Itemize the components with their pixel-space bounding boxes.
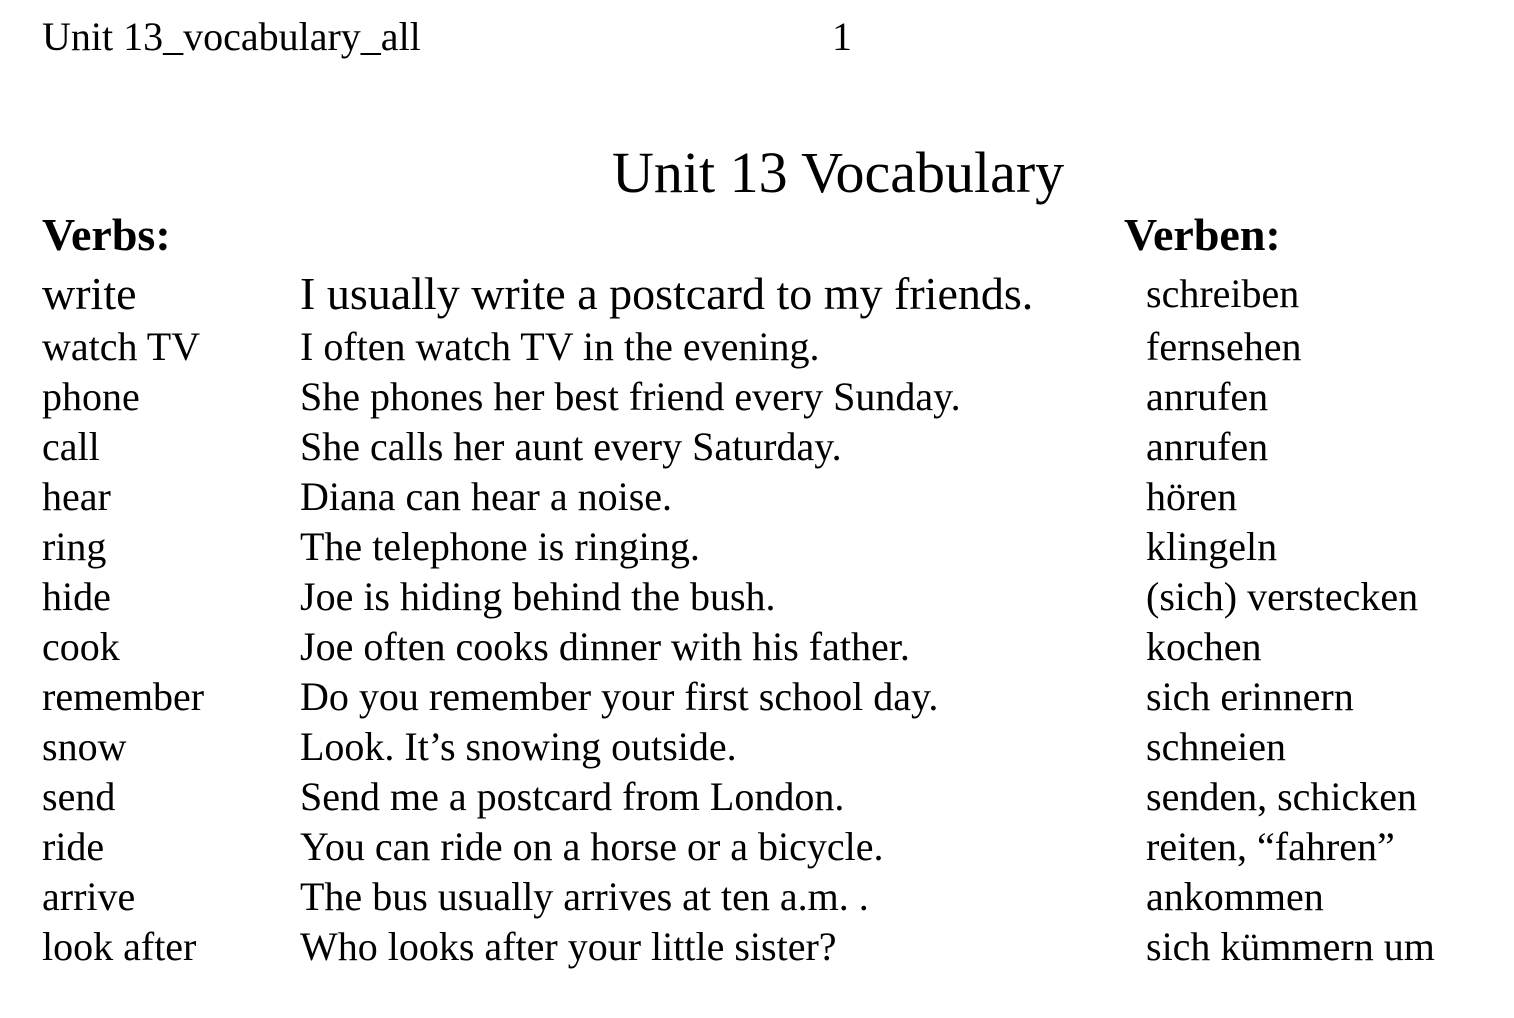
vocabulary-row bbox=[0, 572, 1514, 622]
vocabulary-row bbox=[0, 266, 1514, 322]
example-sentence: Do you remember your first school day. bbox=[300, 674, 939, 719]
vocabulary-row bbox=[0, 922, 1514, 972]
vocabulary-word: call bbox=[42, 424, 100, 469]
german-translation: hören bbox=[1146, 474, 1238, 519]
example-sentence: She calls her aunt every Saturday. bbox=[300, 424, 842, 469]
vocabulary-word: watch TV bbox=[42, 324, 201, 369]
german-translation: sich kümmern um bbox=[1146, 924, 1435, 969]
vocabulary-word: send bbox=[42, 774, 116, 819]
section-heading-german: Verben: bbox=[1124, 209, 1281, 260]
vocabulary-word: ring bbox=[42, 524, 107, 569]
german-translation: (sich) verstecken bbox=[1146, 574, 1419, 619]
example-sentence: Send me a postcard from London. bbox=[300, 774, 845, 819]
example-sentence: I usually write a postcard to my friends. bbox=[300, 268, 1034, 319]
vocabulary-word: phone bbox=[42, 374, 140, 419]
vocabulary-row bbox=[0, 872, 1514, 922]
vocabulary-word: arrive bbox=[42, 874, 136, 919]
vocabulary-word: hear bbox=[42, 474, 111, 519]
example-sentence: Joe is hiding behind the bush. bbox=[300, 574, 776, 619]
section-heading-english: Verbs: bbox=[42, 209, 171, 260]
example-sentence: Who looks after your little sister? bbox=[300, 924, 837, 969]
vocabulary-row bbox=[0, 472, 1514, 522]
example-sentence: She phones her best friend every Sunday. bbox=[300, 374, 961, 419]
example-sentence: You can ride on a horse or a bicycle. bbox=[300, 824, 884, 869]
vocabulary-row bbox=[0, 822, 1514, 872]
page-title: Unit 13 Vocabulary bbox=[612, 140, 1065, 205]
vocabulary-word: hide bbox=[42, 574, 111, 619]
vocabulary-row bbox=[0, 422, 1514, 472]
document-label: Unit 13_vocabulary_all bbox=[42, 14, 421, 59]
german-translation: reiten, “fahren” bbox=[1146, 824, 1395, 869]
vocabulary-word: snow bbox=[42, 724, 127, 769]
vocabulary-row bbox=[0, 622, 1514, 672]
vocabulary-word: write bbox=[42, 268, 137, 319]
german-translation: kochen bbox=[1146, 624, 1262, 669]
german-translation: anrufen bbox=[1146, 374, 1269, 419]
german-translation: klingeln bbox=[1146, 524, 1278, 569]
vocabulary-row bbox=[0, 322, 1514, 372]
vocabulary-row bbox=[0, 722, 1514, 772]
german-translation: schneien bbox=[1146, 724, 1286, 769]
example-sentence: I often watch TV in the evening. bbox=[300, 324, 820, 369]
vocabulary-row bbox=[0, 372, 1514, 422]
german-translation: schreiben bbox=[1146, 271, 1300, 316]
example-sentence: The telephone is ringing. bbox=[300, 524, 700, 569]
german-translation: ankommen bbox=[1146, 874, 1324, 919]
german-translation: anrufen bbox=[1146, 424, 1269, 469]
vocabulary-row bbox=[0, 522, 1514, 572]
german-translation: senden, schicken bbox=[1146, 774, 1418, 819]
vocabulary-word: look after bbox=[42, 924, 197, 969]
example-sentence: The bus usually arrives at ten a.m. . bbox=[300, 874, 869, 919]
vocabulary-row bbox=[0, 672, 1514, 722]
vocabulary-list bbox=[0, 266, 1514, 972]
german-translation: fernsehen bbox=[1146, 324, 1302, 369]
vocabulary-row bbox=[0, 772, 1514, 822]
vocabulary-word: cook bbox=[42, 624, 120, 669]
vocabulary-word: remember bbox=[42, 674, 205, 719]
example-sentence: Diana can hear a noise. bbox=[300, 474, 673, 519]
vocabulary-word: ride bbox=[42, 824, 105, 869]
example-sentence: Look. It’s snowing outside. bbox=[300, 724, 737, 769]
example-sentence: Joe often cooks dinner with his father. bbox=[300, 624, 910, 669]
page-number: 1 bbox=[832, 14, 852, 59]
german-translation: sich erinnern bbox=[1146, 674, 1354, 719]
